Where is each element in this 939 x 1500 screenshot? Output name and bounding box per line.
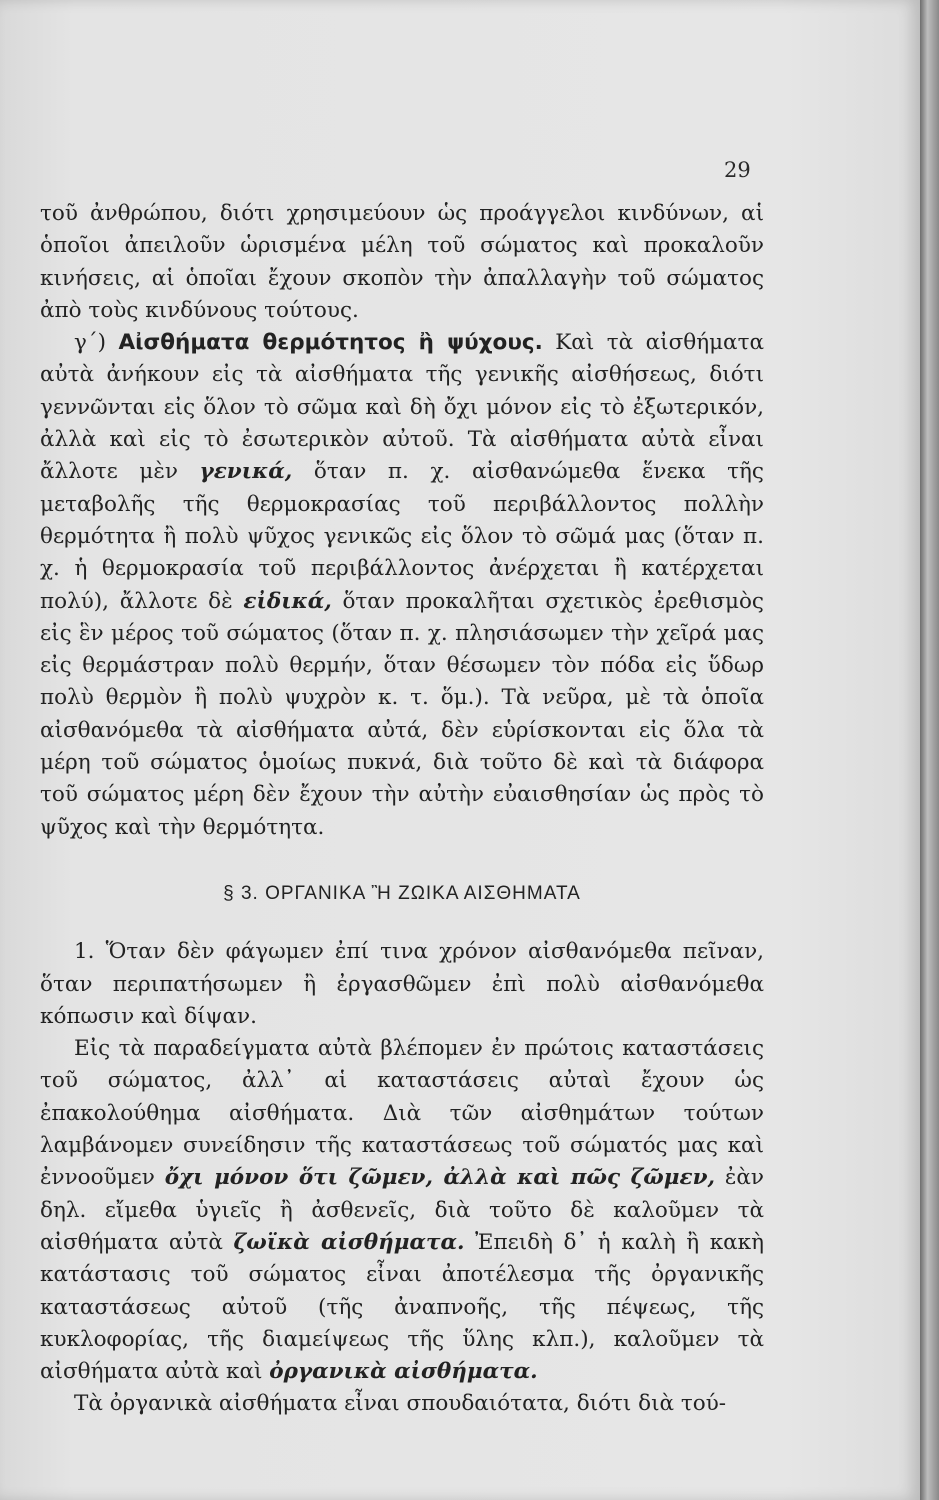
paragraph-4-text-3: Ἐπειδὴ δ᾽ ἡ καλὴ ἢ κακὴ κατάστασις τοῦ σώματος εἶναι ἀποτέλεσμα τῆς ὀργανικῆς καταστάσεως αὐτοῦ (τῆς ἀναπνοῆς, τῆς πέψεως, τῆς κυκλοφορίας, τῆς διαμείψεως τῆς ὕλης κλπ.), καλοῦμεν τὰ αἰσθήματα αὐτὰ καὶ [40,1229,765,1385]
paragraph-2-text-3: ὅταν προκαλῆται σχετικὸς ἐρεθισμὸς εἰς ἓν μέρος τοῦ σώματος (ὅταν π. χ. πλησιάσωμεν τὴν χεῖρά μας εἰς θερμάστραν πολὺ θερμήν, ὅταν θέσωμεν τὸν πόδα εἰς ὕδωρ πολὺ θερμὸν ἢ πολὺ ψυχρὸν κ. τ. ὅμ.). Τὰ νεῦρα, μὲ τὰ ὁποῖα αἰσθανόμεθα τὰ αἰσθήματα αὐτά, δὲν εὑρίσκονται εἰς ὅλα τὰ μέρη τοῦ σώματος ὁμοίως πυκνά, διὰ τοῦτο δὲ καὶ τὰ διάφορα τοῦ σώματος μέρη δὲν ἔχουν τὴν αὐτὴν εὐαισθησίαν ὡς πρὸς τὸ ψῦχος καὶ τὴν θερμότητα. [40,588,764,840]
page-number: 29 [724,158,751,182]
paragraph-4-text-2: ἐὰν δηλ. εἴμεθα ὑγιεῖς ἢ ἀσθενεῖς, διὰ τοῦτο δὲ καλοῦμεν τὰ αἰσθήματα αὐτὰ [40,1165,764,1255]
section-title: § 3. ΟΡΓΑΝΙΚΑ Ἢ ΖΩΙΚΑ ΑΙΣΘΗΜΑΤΑ [223,882,581,904]
emphasis-general: γενικά, [199,459,293,485]
emphasis-how-we-live: ὄχι μόνον ὅτι ζῶμεν, ἀλλὰ καὶ πῶς ζῶμεν, [164,1165,715,1191]
emphasis-organic-sensations: ὀργανικὰ αἰσθήματα. [269,1359,538,1385]
paragraph-3: 1. Ὅταν δὲν φάγωμεν ἐπί τινα χρόνον αἰσθανόμεθα πεῖναν, ὅταν περιπατήσωμεν ἢ ἐργασθῶμεν ἐπὶ πολὺ αἰσθανόμεθα κόπωσιν καὶ δίψαν. [40,939,764,1029]
emphasis-specific: εἰδικά, [243,588,332,614]
page-edge [920,0,939,1500]
paragraph-4 [40,1033,764,1388]
subsection-heading: Αἰσθήματα θερμότητος ἢ ψύχους. [118,330,543,356]
emphasis-zoic-sensations: ζωϊκὰ αἰσθήματα. [233,1229,465,1255]
paragraph-2-text-2: ὅταν π. χ. αἰσθανώμεθα ἕνεκα τῆς μεταβολῆς τῆς θερμοκρασίας τοῦ περιβάλλοντος πολλὴν θερμότητα ἢ πολὺ ψῦχος γενικῶς εἰς ὅλον τὸ σῶμά μας (ὅταν π. χ. ἡ θερμοκρασία τοῦ περιβάλλοντος ἀνέρχεται ἢ κατέρχεται πολύ), ἄλλοτε δὲ [40,459,764,614]
body-text [40,198,764,1421]
paragraph-2-text-1: Καὶ τὰ αἰσθήματα αὐτὰ ἀνήκουν εἰς τὰ αἰσθήματα τῆς γενικῆς αἰσθήσεως, διότι γεννῶνται εἰς ὅλον τὸ σῶμα καὶ δὴ ὄχι μόνον εἰς τὸ ἐξωτερικόν, ἀλλὰ καὶ εἰς τὸ ἐσωτερικὸν αὐτοῦ. Τὰ αἰσθήματα αὐτὰ εἶναι ἄλλοτε μὲν [40,330,764,485]
subsection-label: γ΄) [74,330,106,356]
paragraph-5: Τὰ ὀργανικὰ αἰσθήματα εἶναι σπουδαιότατα, διότι διὰ τού- [74,1391,727,1417]
paragraph-1: τοῦ ἀνθρώπου, διότι χρησιμεύουν ὡς πρoάγγελοι κινδύνων, αἱ ὁποῖοι ἀπειλοῦν ὡρισμένα μέλη τοῦ σώματος καὶ προκαλοῦν κινήσεις, αἱ ὁποῖαι ἔχουν σκοπὸν τὴν ἀπαλλαγὴν τοῦ σώματος ἀπὸ τοὺς κινδύνους τούτους. [40,201,764,323]
paragraph-4-text-1: Εἰς τὰ παραδείγματα αὐτὰ βλέπομεν ἐν πρώτοις καταστάσεις τοῦ σώματος, ἀλλ᾽ αἱ καταστάσεις αὐταὶ ἔχουν ὡς ἐπακολούθημα αἰσθήματα. Διὰ τῶν αἰσθημάτων τούτων λαμβάνομεν συνείδησιν τῆς καταστάσεως τοῦ σώματός μας καὶ ἐννοοῦμεν [40,1036,764,1191]
paragraph-2 [40,327,764,844]
